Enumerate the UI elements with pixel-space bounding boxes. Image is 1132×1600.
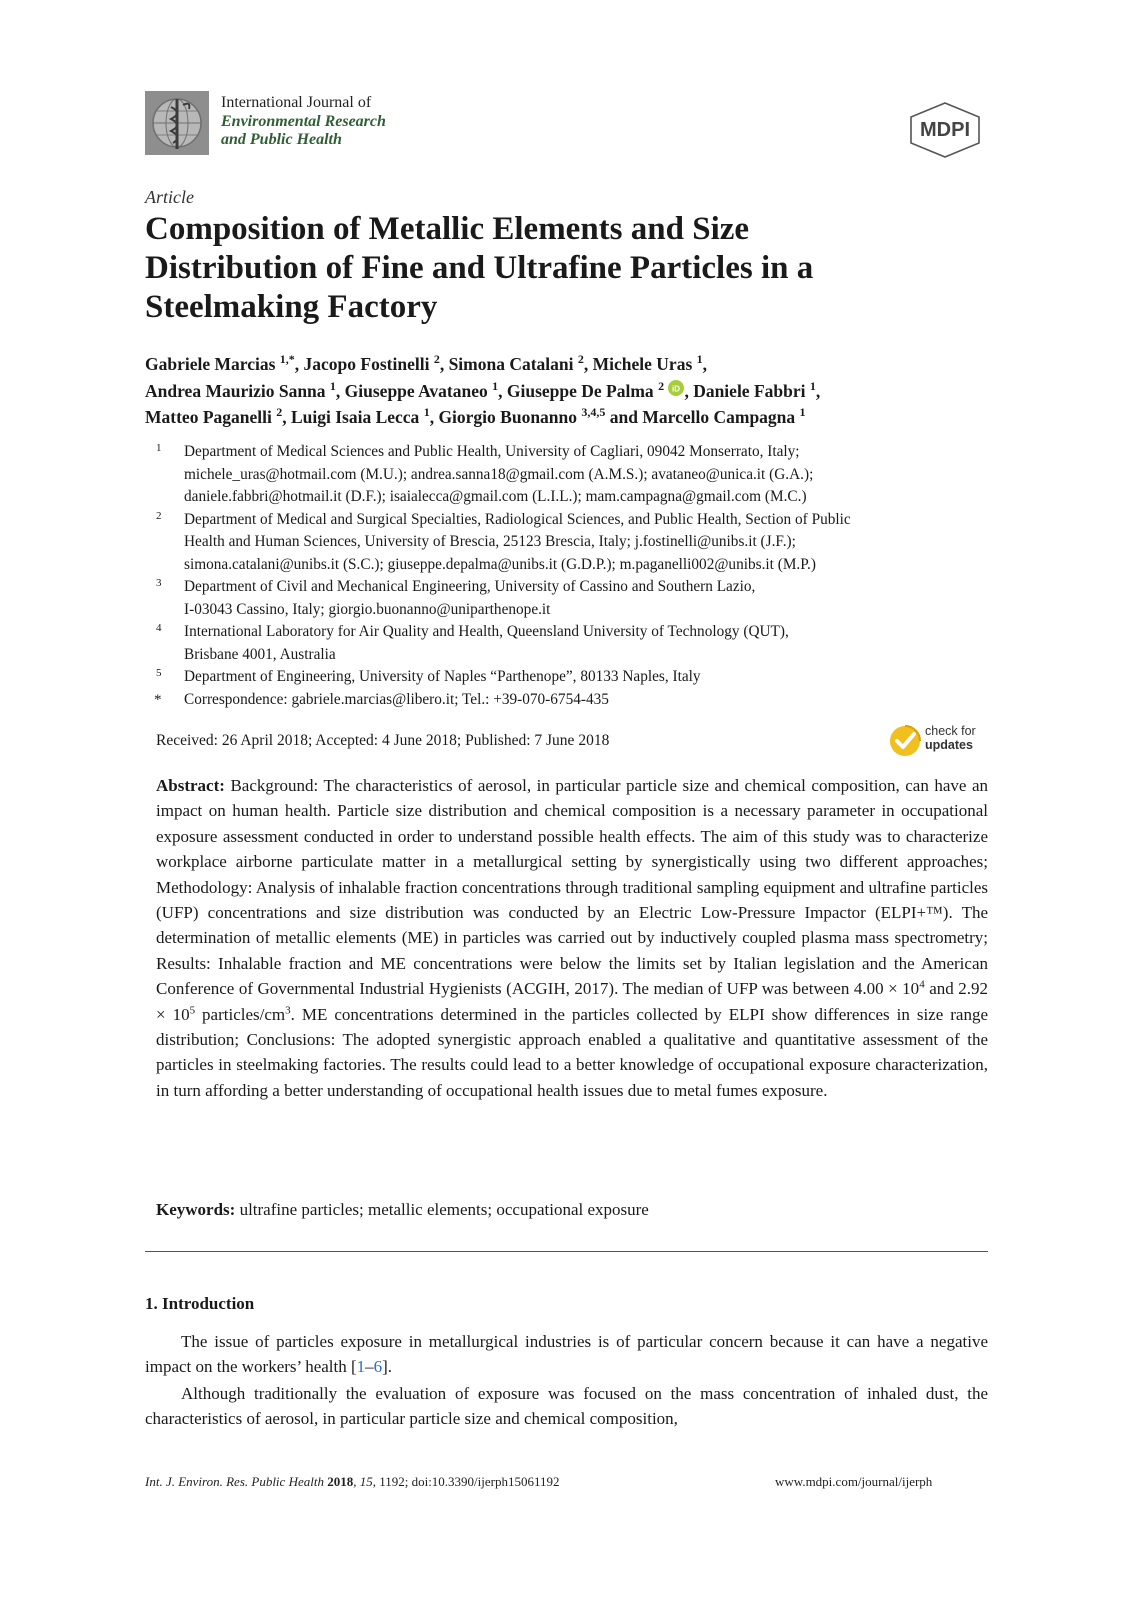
footer-citation: Int. J. Environ. Res. Public Health 2018, 15, 1192; doi:10.3390/ijerph15061192	[145, 1474, 560, 1489]
footer-doi: , 1192; doi:10.3390/ijerph15061192	[372, 1474, 560, 1489]
footer-journal: Int. J. Environ. Res. Public Health	[145, 1474, 324, 1489]
affiliation-marker: 5	[156, 667, 162, 679]
correspondence-line: Correspondence: gabriele.marcias@libero.it; Tel.: +39-070-6754-435	[184, 690, 609, 708]
abstract-text: particles/cm	[195, 1004, 286, 1024]
author: , Giuseppe De Palma	[498, 381, 659, 401]
author: and Marcello Campagna	[605, 407, 800, 427]
abstract-exponent: 5	[189, 1004, 196, 1016]
affiliation-line: Health and Human Sciences, University of Brescia, 25123 Brescia, Italy; j.fostinelli@unibs.it (J.F.);	[184, 533, 796, 550]
publication-dates: Received: 26 April 2018; Accepted: 4 June 2018; Published: 7 June 2018	[156, 732, 610, 749]
author: Andrea Maurizio Sanna	[145, 381, 330, 401]
author: , Michele Uras	[583, 354, 697, 374]
check-updates-label	[925, 724, 976, 752]
abstract-text: and 2.92 × 10	[156, 979, 988, 1024]
journal-name-line3: and Public Health	[221, 131, 342, 148]
check-updates-icon	[888, 724, 922, 758]
article-title	[145, 210, 1005, 327]
section-divider	[145, 1251, 988, 1252]
abstract-exponent: 4	[919, 978, 925, 991]
reference-link[interactable]: 6	[373, 1357, 383, 1377]
affiliation-line: daniele.fabbri@hotmail.it (D.F.); isaialecca@gmail.com (L.I.L.); mam.campagna@gmail.com (M.C.)	[184, 488, 807, 505]
affiliation-line: International Laboratory for Air Quality and Health, Queensland University of Technology (QUT),	[184, 623, 789, 640]
author: , Daniele Fabbri	[684, 381, 810, 401]
author-affil-sup: 3,4,5	[581, 405, 606, 420]
affiliation-item	[150, 576, 1000, 621]
article-type: Article	[145, 187, 194, 207]
check-updates-line2: updates	[925, 738, 973, 752]
affiliation-line: Department of Medical and Surgical Specialties, Radiological Sciences, and Public Health, Section of Public	[184, 510, 851, 528]
keywords-text: ultrafine particles; metallic elements; occupational exposure	[235, 1200, 649, 1219]
affiliation-line: simona.catalani@unibs.it (S.C.); giuseppe.depalma@unibs.it (G.D.P.); m.paganelli002@unibs.it (M.P.)	[184, 555, 816, 573]
affiliation-marker: 4	[156, 622, 162, 634]
svg-text:iD: iD	[672, 384, 681, 394]
keywords	[156, 1197, 988, 1222]
author-affil-sup: 2	[658, 379, 665, 394]
author-line-3	[145, 404, 1015, 430]
abstract-text: Background: The characteristics of aerosol, in particular particle size and chemical composition, can have an impact on human health. Particle size distribution and chemical composition is a necessary parameter in occupational exposure assessment conducted in order to understand possible health effects. The aim of this study was to characterize workplace airborne particulate matter in a metallurgical setting by synergistically using two different approaches; Methodology: Analysis of inhalable fraction concentrations through traditional sampling equipment and ultrafine particles (UFP) concentrations and size distribution was conducted by an Electric Low-Pressure Impactor (ELPI+™). The determination of metallic elements (ME) in particles was carried out by inductively coupled plasma mass spectrometry; Results: Inhalable fraction and ME concentrations were below the limits set by Italian legislation and the American Conference of Governmental Industrial Hygienists (ACGIH, 2017). The median of UFP was between 4.00 × 10	[156, 776, 988, 999]
affiliation-marker: 1	[156, 442, 162, 454]
journal-name-line1: International Journal of	[221, 94, 372, 111]
author-affil-sup: 2	[433, 352, 440, 367]
mdpi-logo-text: MDPI	[920, 119, 970, 141]
affiliation-item	[150, 621, 1000, 666]
abstract	[156, 773, 988, 1103]
paragraph-text: ].	[382, 1357, 393, 1377]
author-affil-sup: 1	[696, 352, 703, 367]
journal-name	[221, 94, 386, 150]
abstract-text: . ME concentrations determined in the particles collected by ELPI show differences in size range distribution; Conclusions: The adopted synergistic approach enabled a qualitative and quantitative assessment of the particles in steelmaking factories. The results could lead to a better knowledge of occupational exposure characterization, in turn affording a better understanding of occupational health issues due to metal fumes exposure.	[156, 1004, 989, 1100]
author-affil-sup: 1	[423, 405, 430, 420]
author-list	[145, 351, 1015, 430]
author-affil-sup: 2	[276, 405, 283, 420]
author-separator: ,	[702, 354, 708, 374]
affiliation-line: I-03043 Cassino, Italy; giorgio.buonanno@uniparthenope.it	[184, 600, 551, 618]
mdpi-logo	[905, 101, 985, 159]
title-line: Composition of Metallic Elements and Size	[145, 211, 750, 247]
author-line-1	[145, 351, 1015, 377]
affiliation-marker: 3	[156, 577, 162, 589]
affiliation-line: Brisbane 4001, Australia	[184, 645, 336, 663]
reference-dash: –	[365, 1357, 374, 1377]
paragraph-text: The issue of particles exposure in metallurgical industries is of particular concern because it can have a negative impact on the workers’ health [	[145, 1332, 988, 1377]
author: Gabriele Marcias	[145, 354, 280, 374]
affiliation-line: Department of Civil and Mechanical Engineering, University of Cassino and Southern Lazio,	[184, 578, 756, 595]
author: , Jacopo Fostinelli	[294, 354, 434, 374]
abstract-label: Abstract:	[156, 776, 225, 795]
orcid-icon[interactable]	[668, 377, 684, 403]
keywords-label: Keywords:	[156, 1200, 236, 1219]
author: , Giuseppe Avataneo	[335, 381, 493, 401]
author: , Simona Catalani	[439, 354, 578, 374]
author-affil-sup: 1	[492, 379, 499, 394]
title-line: Steelmaking Factory	[145, 289, 438, 325]
affiliation-item	[150, 441, 1000, 509]
author: , Giorgio Buonanno	[429, 407, 582, 427]
affiliation-list	[150, 441, 1000, 711]
journal-name-line2: Environmental Research	[221, 112, 386, 130]
author-affil-sup: 2	[577, 352, 584, 367]
reference-link[interactable]: 1	[356, 1357, 366, 1377]
affiliation-line: Department of Medical Sciences and Public Health, University of Cagliari, 09042 Monserrato, Italy;	[184, 443, 800, 460]
author: , Luigi Isaia Lecca	[282, 407, 424, 427]
author-affil-sup: 1	[329, 379, 336, 394]
abstract-exponent: 3	[285, 1004, 291, 1016]
affiliation-item	[150, 666, 1000, 689]
author-separator: ,	[815, 381, 821, 401]
author-affil-sup: 1	[809, 379, 816, 394]
affiliation-line: michele_uras@hotmail.com (M.U.); andrea.sanna18@gmail.com (A.M.S.); avataneo@unica.it (G.A.);	[184, 465, 814, 483]
correspondence-marker: *	[154, 691, 162, 708]
author-line-2	[145, 377, 1015, 404]
title-line: Distribution of Fine and Ultrafine Particles in a	[145, 250, 814, 286]
paragraph-text: Although traditionally the evaluation of exposure was focused on the mass concentration of inhaled dust, the characteristics of aerosol, in particular particle size and chemical composition,	[145, 1384, 988, 1429]
author-affil-sup: 1,*	[279, 352, 295, 367]
affiliation-line: Department of Engineering, University of Naples “Parthenope”, 80133 Naples, Italy	[184, 668, 701, 685]
intro-paragraph-2	[145, 1381, 988, 1431]
author-affil-sup: 1	[799, 405, 806, 420]
footer-year: 2018	[327, 1474, 354, 1489]
intro-paragraph-1	[145, 1329, 988, 1379]
section-heading: 1. Introduction	[145, 1294, 255, 1313]
check-updates-line1: check for	[925, 724, 976, 738]
affiliation-item	[150, 509, 1000, 577]
affiliation-marker: 2	[156, 509, 162, 522]
footer-volume: 15	[359, 1474, 373, 1489]
footer-url[interactable]: www.mdpi.com/journal/ijerph	[775, 1474, 933, 1489]
journal-logo-icon	[145, 91, 209, 155]
check-for-updates-button[interactable]	[888, 724, 990, 760]
author: Matteo Paganelli	[145, 407, 277, 427]
affiliation-item	[150, 689, 1000, 712]
